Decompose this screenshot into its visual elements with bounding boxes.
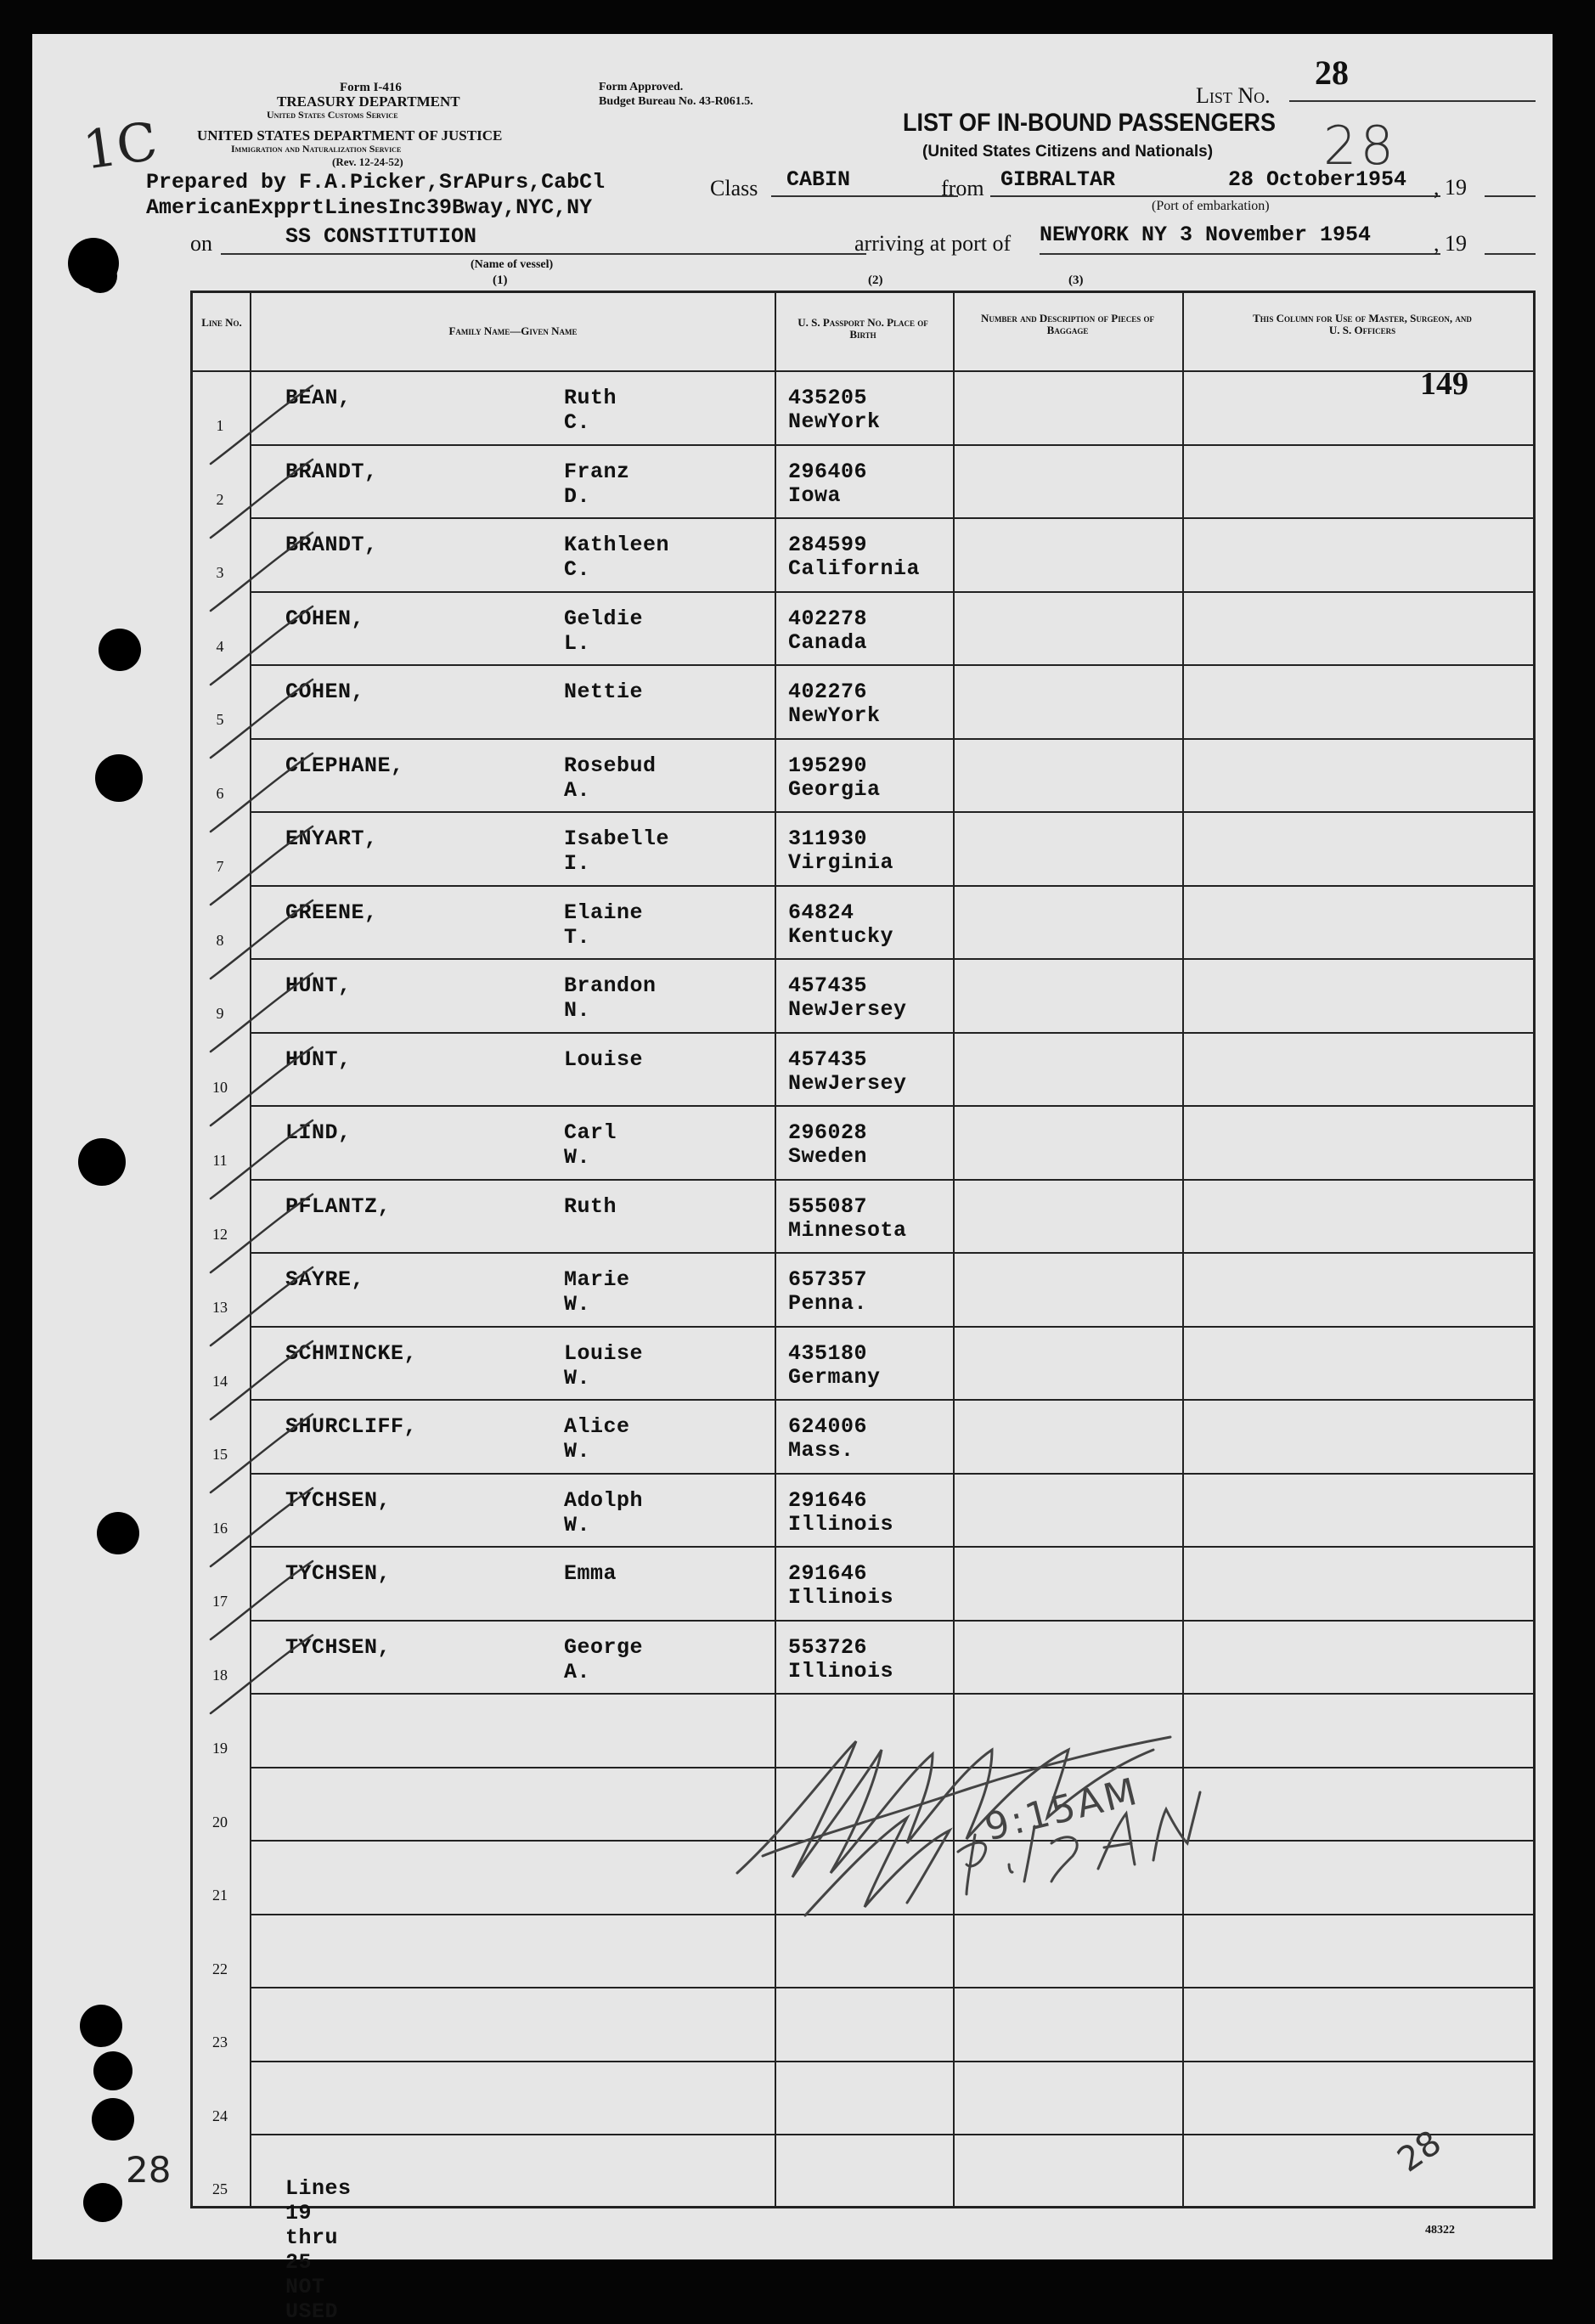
passport-number: 457435 <box>788 1046 868 1072</box>
header-officers: This Column for Use of Master, Surgeon, and U. S. Officers <box>1253 312 1472 336</box>
row-number: 1 <box>216 417 224 434</box>
form-number: Form I-416 <box>340 81 402 94</box>
passport-number: 64824 <box>788 900 854 925</box>
row-number: 12 <box>212 1225 228 1243</box>
row-divider <box>250 517 1536 519</box>
passport-number: 195290 <box>788 753 868 778</box>
given-name: Brandon N. <box>564 973 657 1023</box>
row-number: 23 <box>212 2034 228 2050</box>
passport-number: 435205 <box>788 386 868 410</box>
given-name: Geldie L. <box>564 606 644 656</box>
given-name: Alice W. <box>564 1414 630 1464</box>
class-underline <box>771 195 958 197</box>
handwritten-time: 9:15AM <box>980 1769 1144 1850</box>
signature-mark <box>712 1690 1289 1945</box>
row-number: 25 <box>212 2180 228 2197</box>
form-approved: Form Approved. <box>599 81 684 93</box>
family-name: GREENE, <box>285 900 378 925</box>
from-underline <box>990 195 1440 197</box>
punch-hole <box>93 2051 132 2090</box>
family-name: HUNT, <box>285 973 352 998</box>
row-number: 9 <box>216 1005 224 1022</box>
passport-number: 311930 <box>788 826 868 851</box>
family-name: TYCHSEN, <box>285 1634 392 1660</box>
place-of-birth: Germany <box>788 1364 881 1390</box>
row-number: 20 <box>212 1813 228 1830</box>
row-divider <box>250 1179 1536 1181</box>
row-divider <box>250 885 1536 887</box>
row-divider <box>250 1032 1536 1034</box>
row-divider <box>250 1105 1536 1107</box>
row-number: 14 <box>212 1372 228 1390</box>
row-number: 13 <box>212 1299 228 1316</box>
place-of-birth: Virginia <box>788 850 894 875</box>
place-of-birth: Georgia <box>788 776 881 802</box>
passport-number: 402276 <box>788 680 868 704</box>
revision-date: (Rev. 12-24-52) <box>332 155 403 168</box>
year-underline-2 <box>1485 253 1536 255</box>
row-number: 16 <box>212 1519 228 1537</box>
given-name: Louise W. <box>564 1340 644 1390</box>
place-of-birth: NewJersey <box>788 997 907 1022</box>
row-number: 24 <box>212 2107 228 2124</box>
year-suffix-2: , 19 <box>1434 231 1467 256</box>
place-of-birth: Illinois <box>788 1585 894 1610</box>
row-divider <box>250 444 1536 446</box>
family-name: SHURCLIFF, <box>285 1414 418 1439</box>
dept-treasury-sub: United States Customs Service <box>267 109 398 121</box>
family-name: LIND, <box>285 1120 352 1145</box>
row-divider <box>250 591 1536 593</box>
place-of-birth: Illinois <box>788 1658 894 1684</box>
place-of-birth: NewYork <box>788 703 881 728</box>
row-divider <box>250 1399 1536 1401</box>
passport-number: 624006 <box>788 1414 868 1439</box>
bottom-left-stamp: 28 <box>126 2149 172 2191</box>
place-of-birth: Sweden <box>788 1144 868 1169</box>
row-number: 11 <box>212 1152 228 1169</box>
punch-hole <box>78 1138 126 1186</box>
punch-hole <box>97 1512 139 1554</box>
given-name: Adolph W. <box>564 1487 644 1537</box>
place-of-birth: Minnesota <box>788 1217 907 1243</box>
family-name: BRANDT, <box>285 533 378 557</box>
family-name: CLEPHANE, <box>285 753 404 778</box>
place-of-birth: Iowa <box>788 482 842 508</box>
prepared-by-line2: AmericanExpprtLinesInc39Bway,NYC,NY <box>146 195 593 220</box>
given-name: Carl W. <box>564 1120 617 1170</box>
place-of-birth: California <box>788 556 921 581</box>
prepared-by-line1: Prepared by F.A.Picker,SrAPurs,CabCl <box>146 170 606 195</box>
row-divider <box>250 1326 1536 1328</box>
family-name: ENYART, <box>285 826 378 851</box>
passport-number: 291646 <box>788 1487 868 1513</box>
row-divider <box>250 1987 1536 1988</box>
header-line-no: Line No. <box>201 316 242 329</box>
list-no-value: 28 <box>1315 54 1349 92</box>
header-baggage: Number and Description of Pieces of Baggage <box>981 312 1154 336</box>
passport-number: 657357 <box>788 1267 868 1292</box>
checkmark-icon <box>202 1628 321 1722</box>
class-label: Class <box>710 176 758 200</box>
punch-hole <box>95 754 143 802</box>
class-value: CABIN <box>786 167 851 192</box>
arrival-underline <box>1040 253 1440 255</box>
list-no-underline <box>1289 100 1536 102</box>
from-label: from <box>941 176 984 200</box>
row-divider <box>250 811 1536 813</box>
given-name: Rosebud A. <box>564 753 657 803</box>
row-number: 3 <box>216 564 224 581</box>
given-name: Nettie <box>564 680 644 704</box>
row-number: 18 <box>212 1666 228 1684</box>
row-divider <box>250 2134 1536 2135</box>
dept-treasury: TREASURY DEPARTMENT <box>277 93 460 110</box>
given-name: George A. <box>564 1634 644 1684</box>
column-marker-2: (2) <box>868 274 883 287</box>
place-of-birth: Penna. <box>788 1291 868 1316</box>
given-name: Isabelle I. <box>564 826 670 876</box>
row-number: 19 <box>212 1740 228 1757</box>
row-divider <box>250 664 1536 666</box>
punch-hole <box>83 259 117 293</box>
given-name: Emma <box>564 1561 617 1586</box>
place-of-birth: Illinois <box>788 1511 894 1537</box>
row-number: 10 <box>212 1078 228 1096</box>
year-suffix-1: , 19 <box>1434 175 1467 200</box>
row-number: 2 <box>216 490 224 508</box>
given-name: Kathleen C. <box>564 533 670 582</box>
given-name: Franz D. <box>564 459 630 509</box>
row-divider <box>250 1620 1536 1622</box>
row-divider <box>250 1473 1536 1475</box>
passport-number: 553726 <box>788 1634 868 1660</box>
header-passport: U. S. Passport No. Place of Birth <box>798 316 928 341</box>
row-divider <box>250 2061 1536 2062</box>
passport-number: 457435 <box>788 973 868 998</box>
arrival-port: NEWYORK NY 3 November 1954 <box>1040 223 1372 247</box>
vessel-name: SS CONSTITUTION <box>285 224 477 249</box>
place-of-birth: Kentucky <box>788 923 894 949</box>
family-name: BEAN, <box>285 386 352 410</box>
dept-justice-sub: Immigration and Naturalization Service <box>231 143 402 155</box>
header-divider <box>190 370 1536 372</box>
on-label: on <box>190 231 212 256</box>
row-number: 4 <box>216 637 224 655</box>
given-name: Ruth C. <box>564 386 617 435</box>
place-of-birth: NewJersey <box>788 1070 907 1096</box>
row-number: 5 <box>216 711 224 728</box>
place-of-birth: NewYork <box>788 409 881 434</box>
header-name: Family Name—Given Name <box>448 324 578 337</box>
departure-date: 28 October1954 <box>1228 167 1407 192</box>
list-no-label: List No. <box>1196 83 1271 108</box>
punch-hole <box>80 2005 122 2047</box>
passport-number: 291646 <box>788 1561 868 1586</box>
family-name: BRANDT, <box>285 459 378 484</box>
footer-code: 48322 <box>1425 2224 1455 2237</box>
column-marker-3: (3) <box>1068 274 1084 287</box>
family-name: SAYRE, <box>285 1267 365 1292</box>
row-number: 21 <box>212 1887 228 1904</box>
row-number: 22 <box>212 1960 228 1977</box>
year-underline-1 <box>1485 195 1536 197</box>
corner-marker: 1C <box>79 110 161 182</box>
officer-note: 149 <box>1420 366 1468 402</box>
row-divider <box>250 1546 1536 1548</box>
page-title: LIST OF IN-BOUND PASSENGERS <box>903 109 1277 137</box>
family-name: HUNT, <box>285 1046 352 1072</box>
family-name: COHEN, <box>285 606 365 631</box>
passport-number: 402278 <box>788 606 868 631</box>
punch-hole <box>92 2098 134 2141</box>
passport-number: 284599 <box>788 533 868 557</box>
given-name: Ruth <box>564 1193 617 1219</box>
handwritten-list-number: 28 <box>1323 115 1397 177</box>
bottom-right-stamp: 28 <box>1390 2123 1449 2180</box>
punch-hole <box>99 629 141 671</box>
passport-number: 296406 <box>788 459 868 484</box>
arriving-label: arriving at port of <box>854 231 1012 256</box>
passport-number: 555087 <box>788 1193 868 1219</box>
budget-number: Budget Bureau No. 43-R061.5. <box>599 95 753 108</box>
column-marker-1: (1) <box>493 274 508 287</box>
dept-justice: UNITED STATES DEPARTMENT OF JUSTICE <box>197 127 503 144</box>
row-number: 17 <box>212 1593 228 1610</box>
passport-number: 296028 <box>788 1120 868 1145</box>
family-name: COHEN, <box>285 680 365 704</box>
row-divider <box>250 738 1536 740</box>
given-name: Marie W. <box>564 1267 630 1317</box>
row-number: 7 <box>216 858 224 875</box>
from-value: GIBRALTAR <box>1000 167 1116 192</box>
given-name: Louise <box>564 1046 644 1072</box>
punch-hole <box>83 2183 122 2222</box>
vessel-caption: (Name of vessel) <box>471 258 554 271</box>
family-name: SCHMINCKE, <box>285 1340 418 1366</box>
family-name: TYCHSEN, <box>285 1487 392 1513</box>
row-number: 8 <box>216 931 224 949</box>
place-of-birth: Canada <box>788 629 868 655</box>
port-embarkation-caption: (Port of embarkation) <box>1152 199 1270 213</box>
page-subtitle: (United States Citizens and Nationals) <box>922 143 1214 161</box>
row-divider <box>250 958 1536 960</box>
row-number: 15 <box>212 1446 228 1463</box>
given-name: Elaine T. <box>564 900 644 950</box>
document-page <box>32 34 1553 2324</box>
vessel-underline <box>221 253 866 255</box>
unused-lines-note: Lines 19 thru 25 NOT USED <box>285 2176 352 2324</box>
family-name: TYCHSEN, <box>285 1561 392 1586</box>
passport-number: 435180 <box>788 1340 868 1366</box>
row-divider <box>250 1252 1536 1254</box>
row-number: 6 <box>216 784 224 802</box>
place-of-birth: Mass. <box>788 1438 854 1463</box>
family-name: PFLANTZ, <box>285 1193 392 1219</box>
